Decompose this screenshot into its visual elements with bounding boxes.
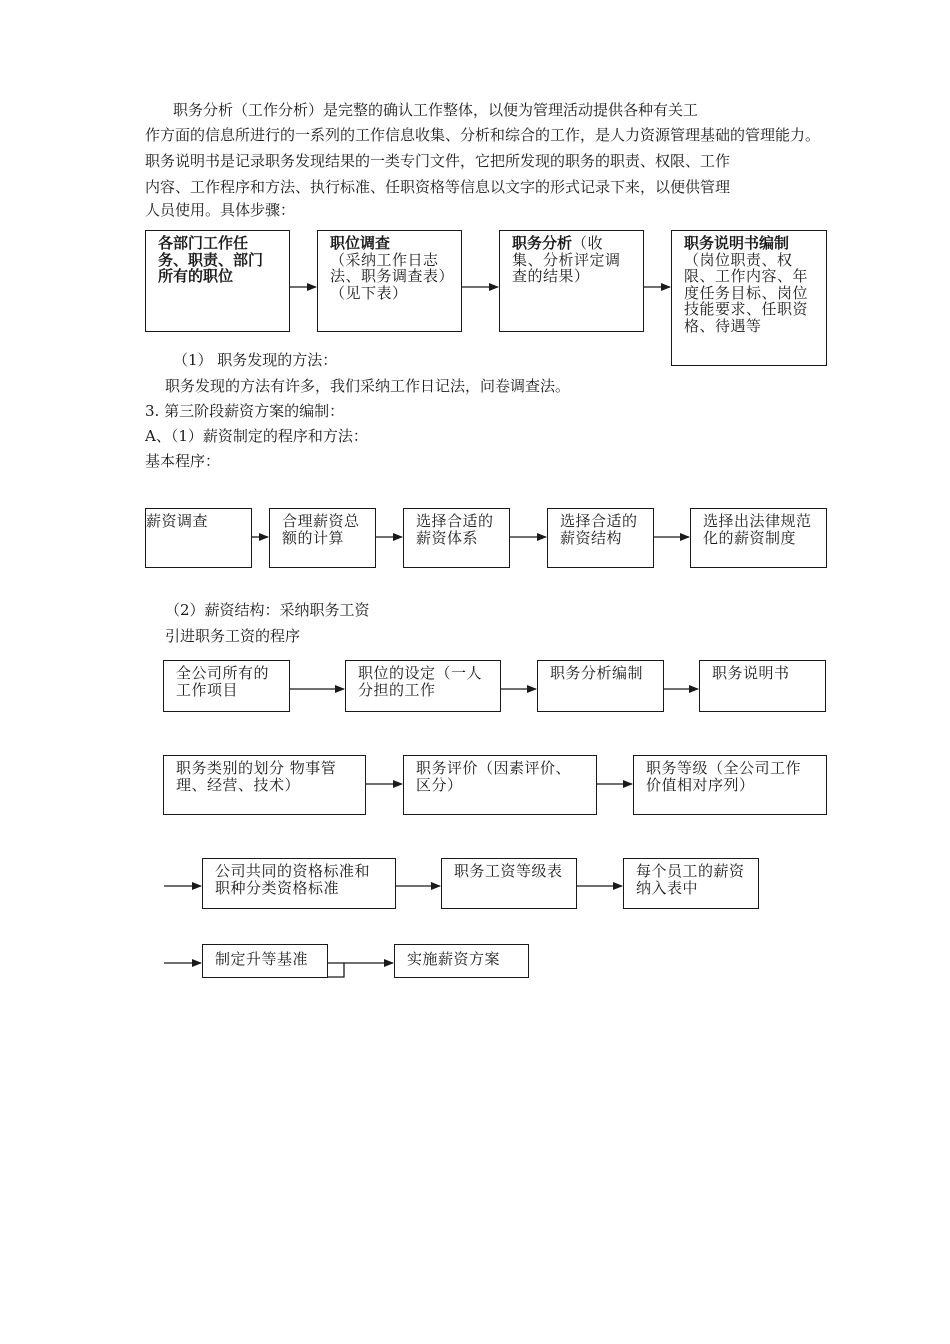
flow3-job-analysis: [537, 660, 664, 712]
flow1-step-title: 职位调查: [330, 234, 391, 252]
intro-line-2: 作方面的信息所进行的一系列的工作信息收集、分析和综合的工作，是人力资源管理基础的管理能力。: [145, 126, 821, 144]
flow3-position-setting: [345, 660, 501, 712]
flow3-salary-grade-table: [441, 858, 577, 909]
flow2-step-text: 选择合适的薪资体系: [416, 512, 494, 547]
flow3-step-text: 公司共同的资格标准和职种分类资格标准: [215, 862, 371, 897]
flow2-step-salary-regulation: [690, 508, 827, 568]
flow2-step-salary-system: [403, 508, 510, 568]
flow1-step-job-description: [671, 230, 827, 366]
flow3-step-text: 职务分析编制: [550, 664, 644, 682]
flow2-step-text: 选择合适的薪资结构: [560, 512, 638, 547]
flow2-step-salary-structure: [547, 508, 654, 568]
section1-body: 职务发现的方法有许多，我们采纳工作日记法，问卷调查法。: [165, 377, 571, 395]
section-struct-sub: 引进职务工资的程序: [165, 627, 301, 645]
intro-line-3: 职务说明书是记录职务发现结果的一类专门文件，它把所发现的职务的职责、权限、工作: [145, 152, 731, 170]
flow1-step-departments: [145, 230, 290, 332]
section3-basic: 基本程序：: [145, 452, 221, 470]
flow3-all-work-items: [163, 660, 290, 712]
flow3-employee-salary: [623, 858, 759, 909]
flow3-job-description: [699, 660, 826, 712]
flow3-step-text: 职务类别的划分 物事管理、经营、技术）: [176, 759, 337, 794]
flow3-job-evaluation: [403, 755, 597, 815]
intro-line-1: 职务分析（工作分析）是完整的确认工作整体，以便为管理活动提供各种有关工: [173, 101, 699, 119]
section-struct-heading: （2）薪资结构：采纳职务工资: [165, 601, 370, 619]
flow1-step-title: 职务说明书编制: [684, 234, 790, 252]
flow1-step-title: 各部门工作任务、职责、部门所有的职位: [158, 234, 264, 285]
flow1-step-job-analysis: [499, 230, 644, 332]
flow3-step-text: 每个员工的薪资纳入表中: [636, 862, 745, 897]
flow2-step-salary-survey: [145, 508, 252, 568]
flow3-step-text: 职务说明书: [712, 664, 790, 682]
flow2-step-text: 选择出法律规范化的薪资制度: [703, 512, 812, 547]
flow2-step-text: 合理薪资总额的计算: [282, 512, 360, 547]
flow1-step-text: （收集、分析评定调查的结果）: [512, 234, 621, 285]
flow3-step-text: 职务等级（全公司工作价值相对序列）: [646, 759, 802, 794]
section3-sub-a: A、（1）薪资制定的程序和方法：: [145, 427, 368, 445]
flow3-step-text: 职务评价（因素评价、区分）: [416, 759, 572, 794]
flow1-step-text: （岗位职责、权限、工作内容、年度任务目标、岗位技能要求、任职资格、待遇等: [684, 250, 809, 335]
flow2-step-total-salary: [269, 508, 376, 568]
flow3-step-text: 实施薪资方案: [407, 950, 501, 968]
flow1-step-title: 职务分析: [512, 234, 573, 252]
section3-heading: 3. 第三阶段薪资方案的编制：: [145, 402, 345, 420]
flow3-job-classification: [163, 755, 366, 815]
flow1-step-text: （采纳工作日志法、职务调查表）（见下表）: [330, 250, 447, 302]
flow3-step-text: 职位的设定（一人分担的工作: [358, 664, 483, 699]
flow1-step-job-survey: [317, 230, 462, 332]
intro-line-4: 内容、工作程序和方法、执行标准、任职资格等信息以文字的形式记录下来，以便供管理: [145, 178, 731, 196]
flow3-qualification-standard: [202, 858, 396, 909]
flow3-step-text: 职务工资等级表: [454, 862, 563, 880]
arrow-bracket: [328, 963, 344, 977]
flow3-job-grade: [633, 755, 827, 815]
flow3-step-text: 全公司所有的工作项目: [176, 664, 270, 699]
flow2-step-text: 薪资调查: [146, 512, 209, 530]
flow3-step-text: 制定升等基准: [215, 950, 309, 968]
section1-heading: （1） 职务发现的方法：: [173, 351, 338, 369]
flow3-implement-plan: [394, 944, 529, 978]
intro-line-5: 人员使用。具体步骤：: [145, 201, 296, 219]
flow3-promotion-criteria: [202, 944, 328, 978]
